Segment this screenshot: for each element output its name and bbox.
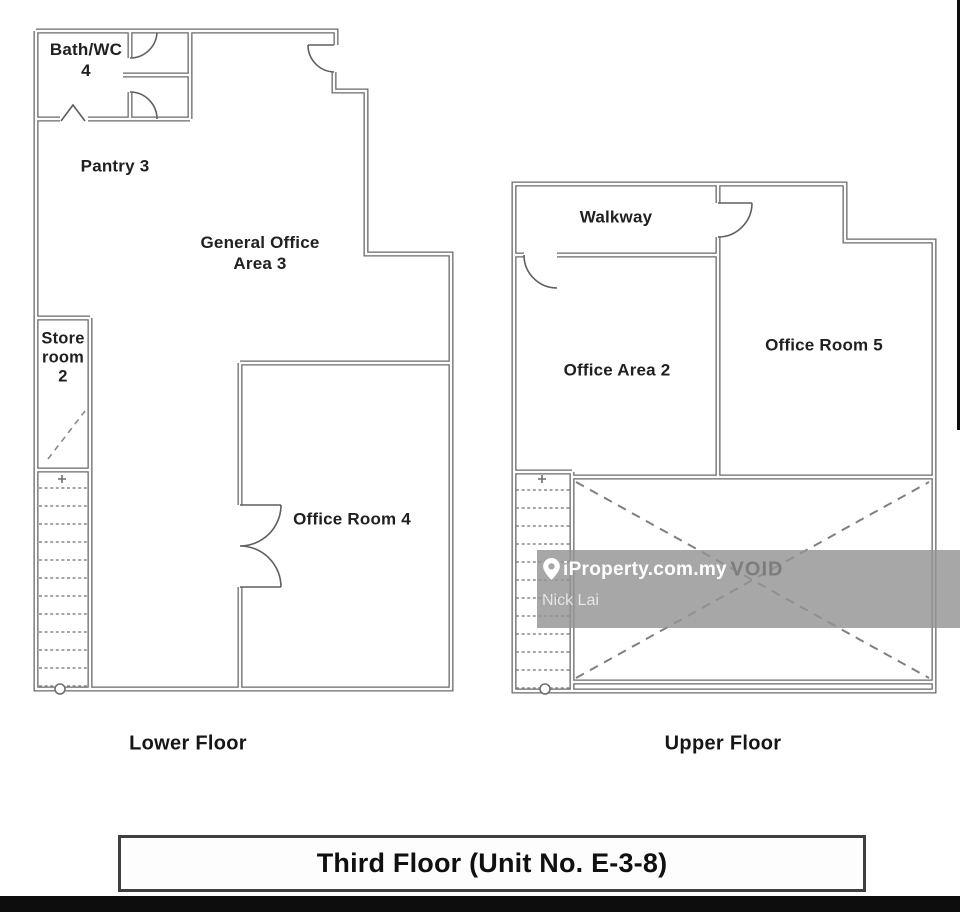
upper-stairs-plus-marker [538,475,546,483]
label-office-room-4: Office Room 4 [293,509,411,529]
label-store-room-line2: room [41,348,85,367]
plan-title-box [118,835,866,892]
lower-stairs-circle-marker [55,684,65,694]
label-store-room [41,330,84,387]
lower-stairs-plus-marker [58,475,66,483]
bottom-scan-edge-bar [0,896,960,912]
lower-floor-wall-core [36,31,451,689]
label-general-office-line2: Area 3 [233,254,287,273]
watermark-band [537,550,960,628]
office-area-2-door-arc [524,255,557,288]
lower-floor-caption: Lower Floor [129,732,247,755]
label-office-room-5: Office Room 5 [765,335,883,355]
watermark-agent-name: Nick Lai [542,592,599,609]
label-store-room-line1: Store [41,329,85,348]
label-bath-wc-line2: 4 [81,61,91,80]
label-pantry: Pantry 3 [80,156,150,176]
plan-title: Third Floor (Unit No. E-3-8) [316,848,668,878]
office-room-4-door-arcs [240,505,281,587]
bathwc-upper-door-arc [130,33,157,58]
location-pin-icon [543,558,560,580]
label-office-area-2: Office Area 2 [563,360,671,380]
label-walkway: Walkway [579,207,653,227]
watermark-brand: iProperty.com.my [563,559,727,580]
door-arcs [61,33,752,587]
store-room-dashed-line [48,411,85,459]
bathwc-lower-door-arc [130,92,157,119]
upper-stairs-circle-marker [540,684,550,694]
label-general-office [200,232,319,274]
label-store-room-line3: 2 [58,367,68,386]
lower-stairs [39,488,88,686]
bath-corridor-door-leaf [61,105,85,121]
upper-floor-caption: Upper Floor [664,732,782,755]
entry-door-arc [308,45,334,72]
label-bath-wc-line1: Bath/WC [49,40,123,59]
label-bath-wc [50,39,122,81]
lower-floor-outer-wall [36,31,451,689]
walkway-door-arc [718,203,752,237]
label-general-office-line1: General Office [200,233,320,252]
